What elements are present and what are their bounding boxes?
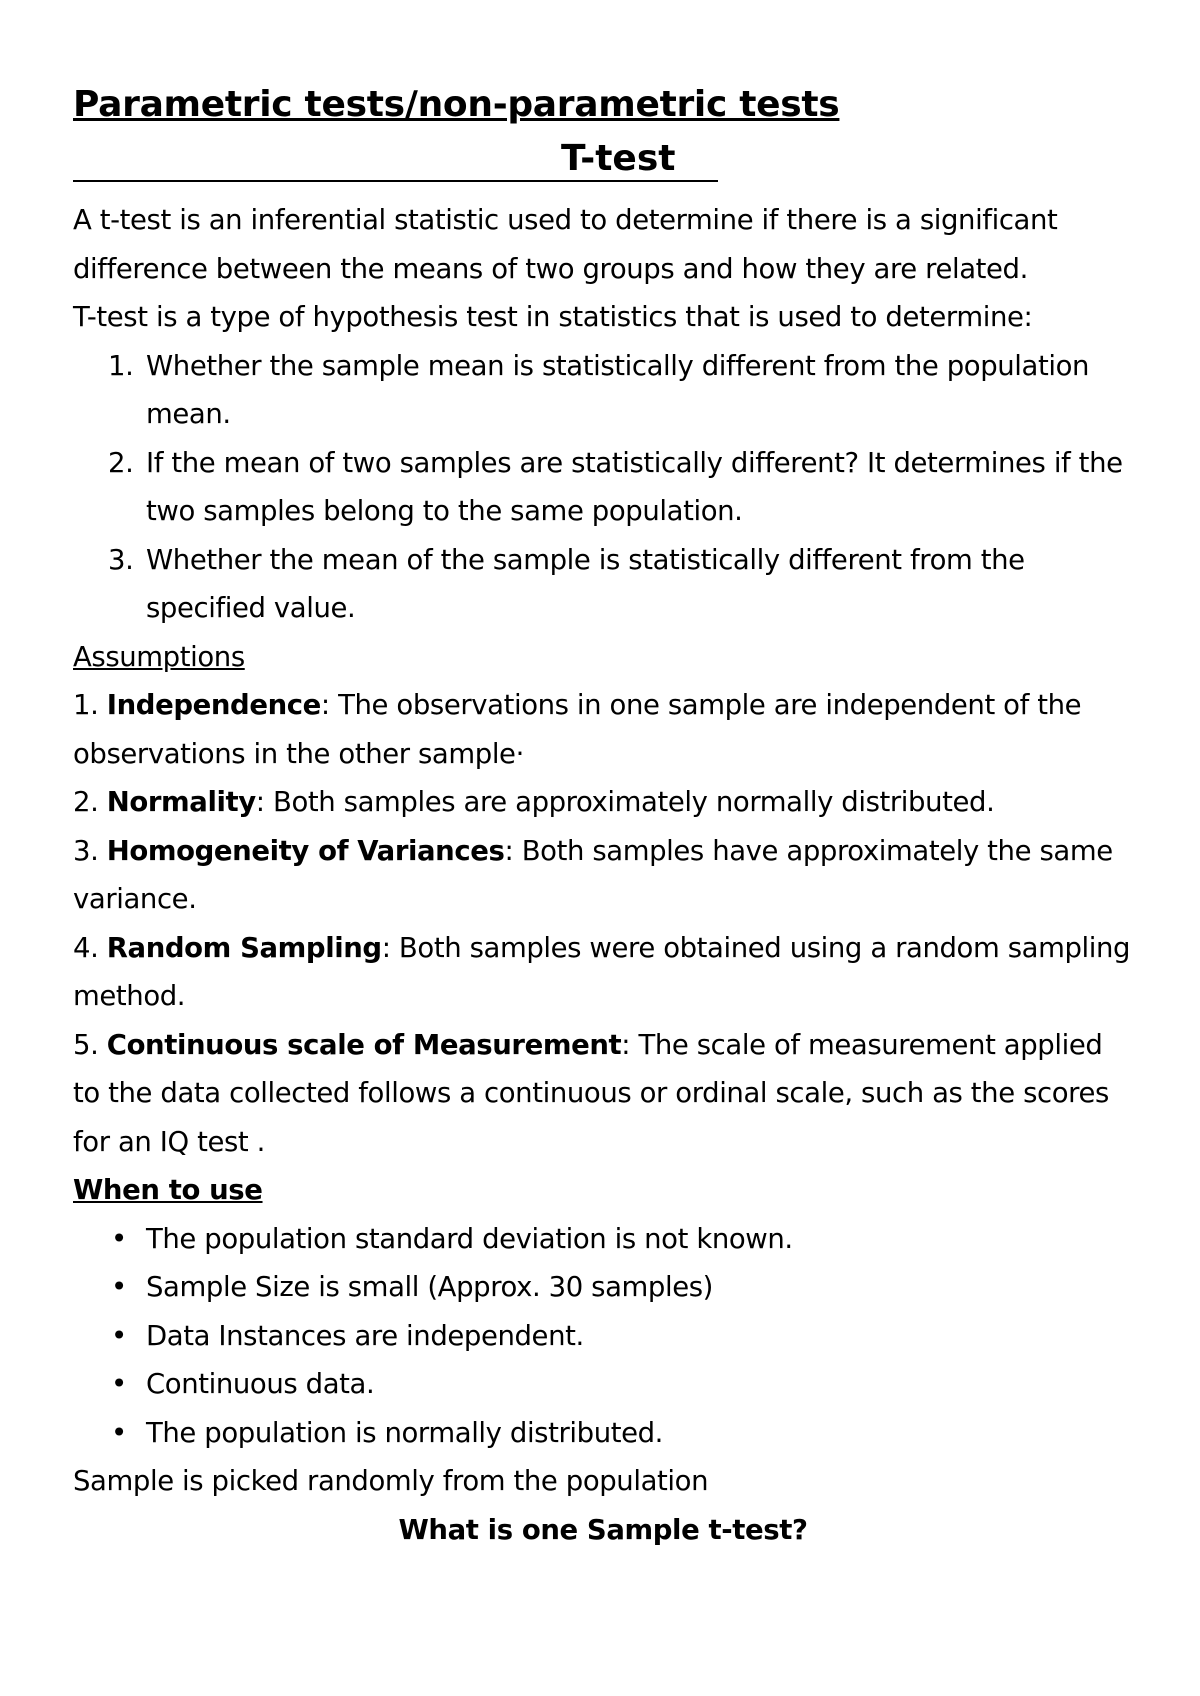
purpose-list [73,342,1133,633]
bullet-icon: • [111,1271,127,1303]
assumption-term: Normality [106,786,256,818]
bullet-item [73,1409,1133,1458]
list-number: 3. [108,543,134,576]
bullet-text: Data Instances are independent. [146,1319,584,1352]
bullet-icon: • [111,1416,127,1449]
assumption-number: 5. [73,1028,107,1061]
assumption-item [73,1021,1133,1167]
document-body [73,196,1133,1554]
bullet-item [73,1263,1133,1312]
page-title: Parametric tests/non-parametric tests [73,84,840,125]
subtitle-row [73,132,1133,196]
list-number: 2. [108,446,134,479]
list-item-text: Whether the mean of the sample is statistically different from the specified value. [146,543,1025,624]
section-title-t-test: T-test [561,138,676,179]
list-item [73,342,1133,439]
next-section-heading: What is one Sample t-test? [398,1513,808,1546]
assumptions-heading: Assumptions [73,640,245,673]
list-item-text: Whether the sample mean is statistically different from the population mean. [146,349,1090,430]
assumption-text: : Both samples have approximately the same variance. [73,834,1113,915]
assumption-text: : The observations in one sample are independent of the observations in the other sample· [73,689,1082,770]
assumption-number: 1. [73,689,107,721]
bullet-text: The population is normally distributed. [146,1416,664,1449]
bullet-text: Continuous data. [146,1368,375,1400]
list-item [73,439,1133,536]
when-to-use-list [73,1215,1133,1458]
assumption-text: : Both samples are approximately normally distributed. [255,786,995,818]
assumption-term: Random Sampling [106,931,382,964]
bullet-item [73,1360,1133,1409]
assumption-item [73,827,1133,924]
assumption-item [73,778,1133,827]
assumption-text: : Both samples were obtained using a random sampling method. [73,931,1131,1012]
assumption-term: Independence [106,689,321,721]
bullet-icon: • [111,1368,127,1400]
bullet-text: Sample Size is small (Approx. 30 samples) [146,1271,714,1303]
document-page [73,78,1133,1554]
closing-line: Sample is picked randomly from the population [73,1465,709,1497]
bullet-item [73,1312,1133,1361]
assumption-number: 3. [73,834,107,867]
list-number: 1. [108,349,134,382]
intro-paragraph: A t-test is an inferential statistic used to determine if there is a significant difference between the means of two groups and how they are related. [73,204,1058,285]
assumption-text: : The scale of measurement applied to the data collected follows a continuous or ordinal scale, such as the scores for an IQ test . [73,1028,1109,1158]
assumption-item [73,681,1133,778]
purpose-lead: T-test is a type of hypothesis test in statistics that is used to determine: [73,301,1033,333]
list-item-text: If the mean of two samples are statistically different? It determines if the two samples belong to the same population. [146,446,1123,527]
assumption-number: 2. [73,786,107,818]
assumption-number: 4. [73,931,107,964]
assumption-term: Continuous scale of Measurement [106,1028,622,1061]
bullet-text: The population standard deviation is not known. [146,1222,793,1255]
bullet-icon: • [111,1319,127,1352]
when-to-use-heading: When to use [73,1174,263,1206]
assumption-term: Homogeneity of Variances [106,834,505,867]
assumption-item [73,924,1133,1021]
list-item [73,536,1133,633]
bullet-item [73,1215,1133,1264]
bullet-icon: • [111,1222,127,1255]
